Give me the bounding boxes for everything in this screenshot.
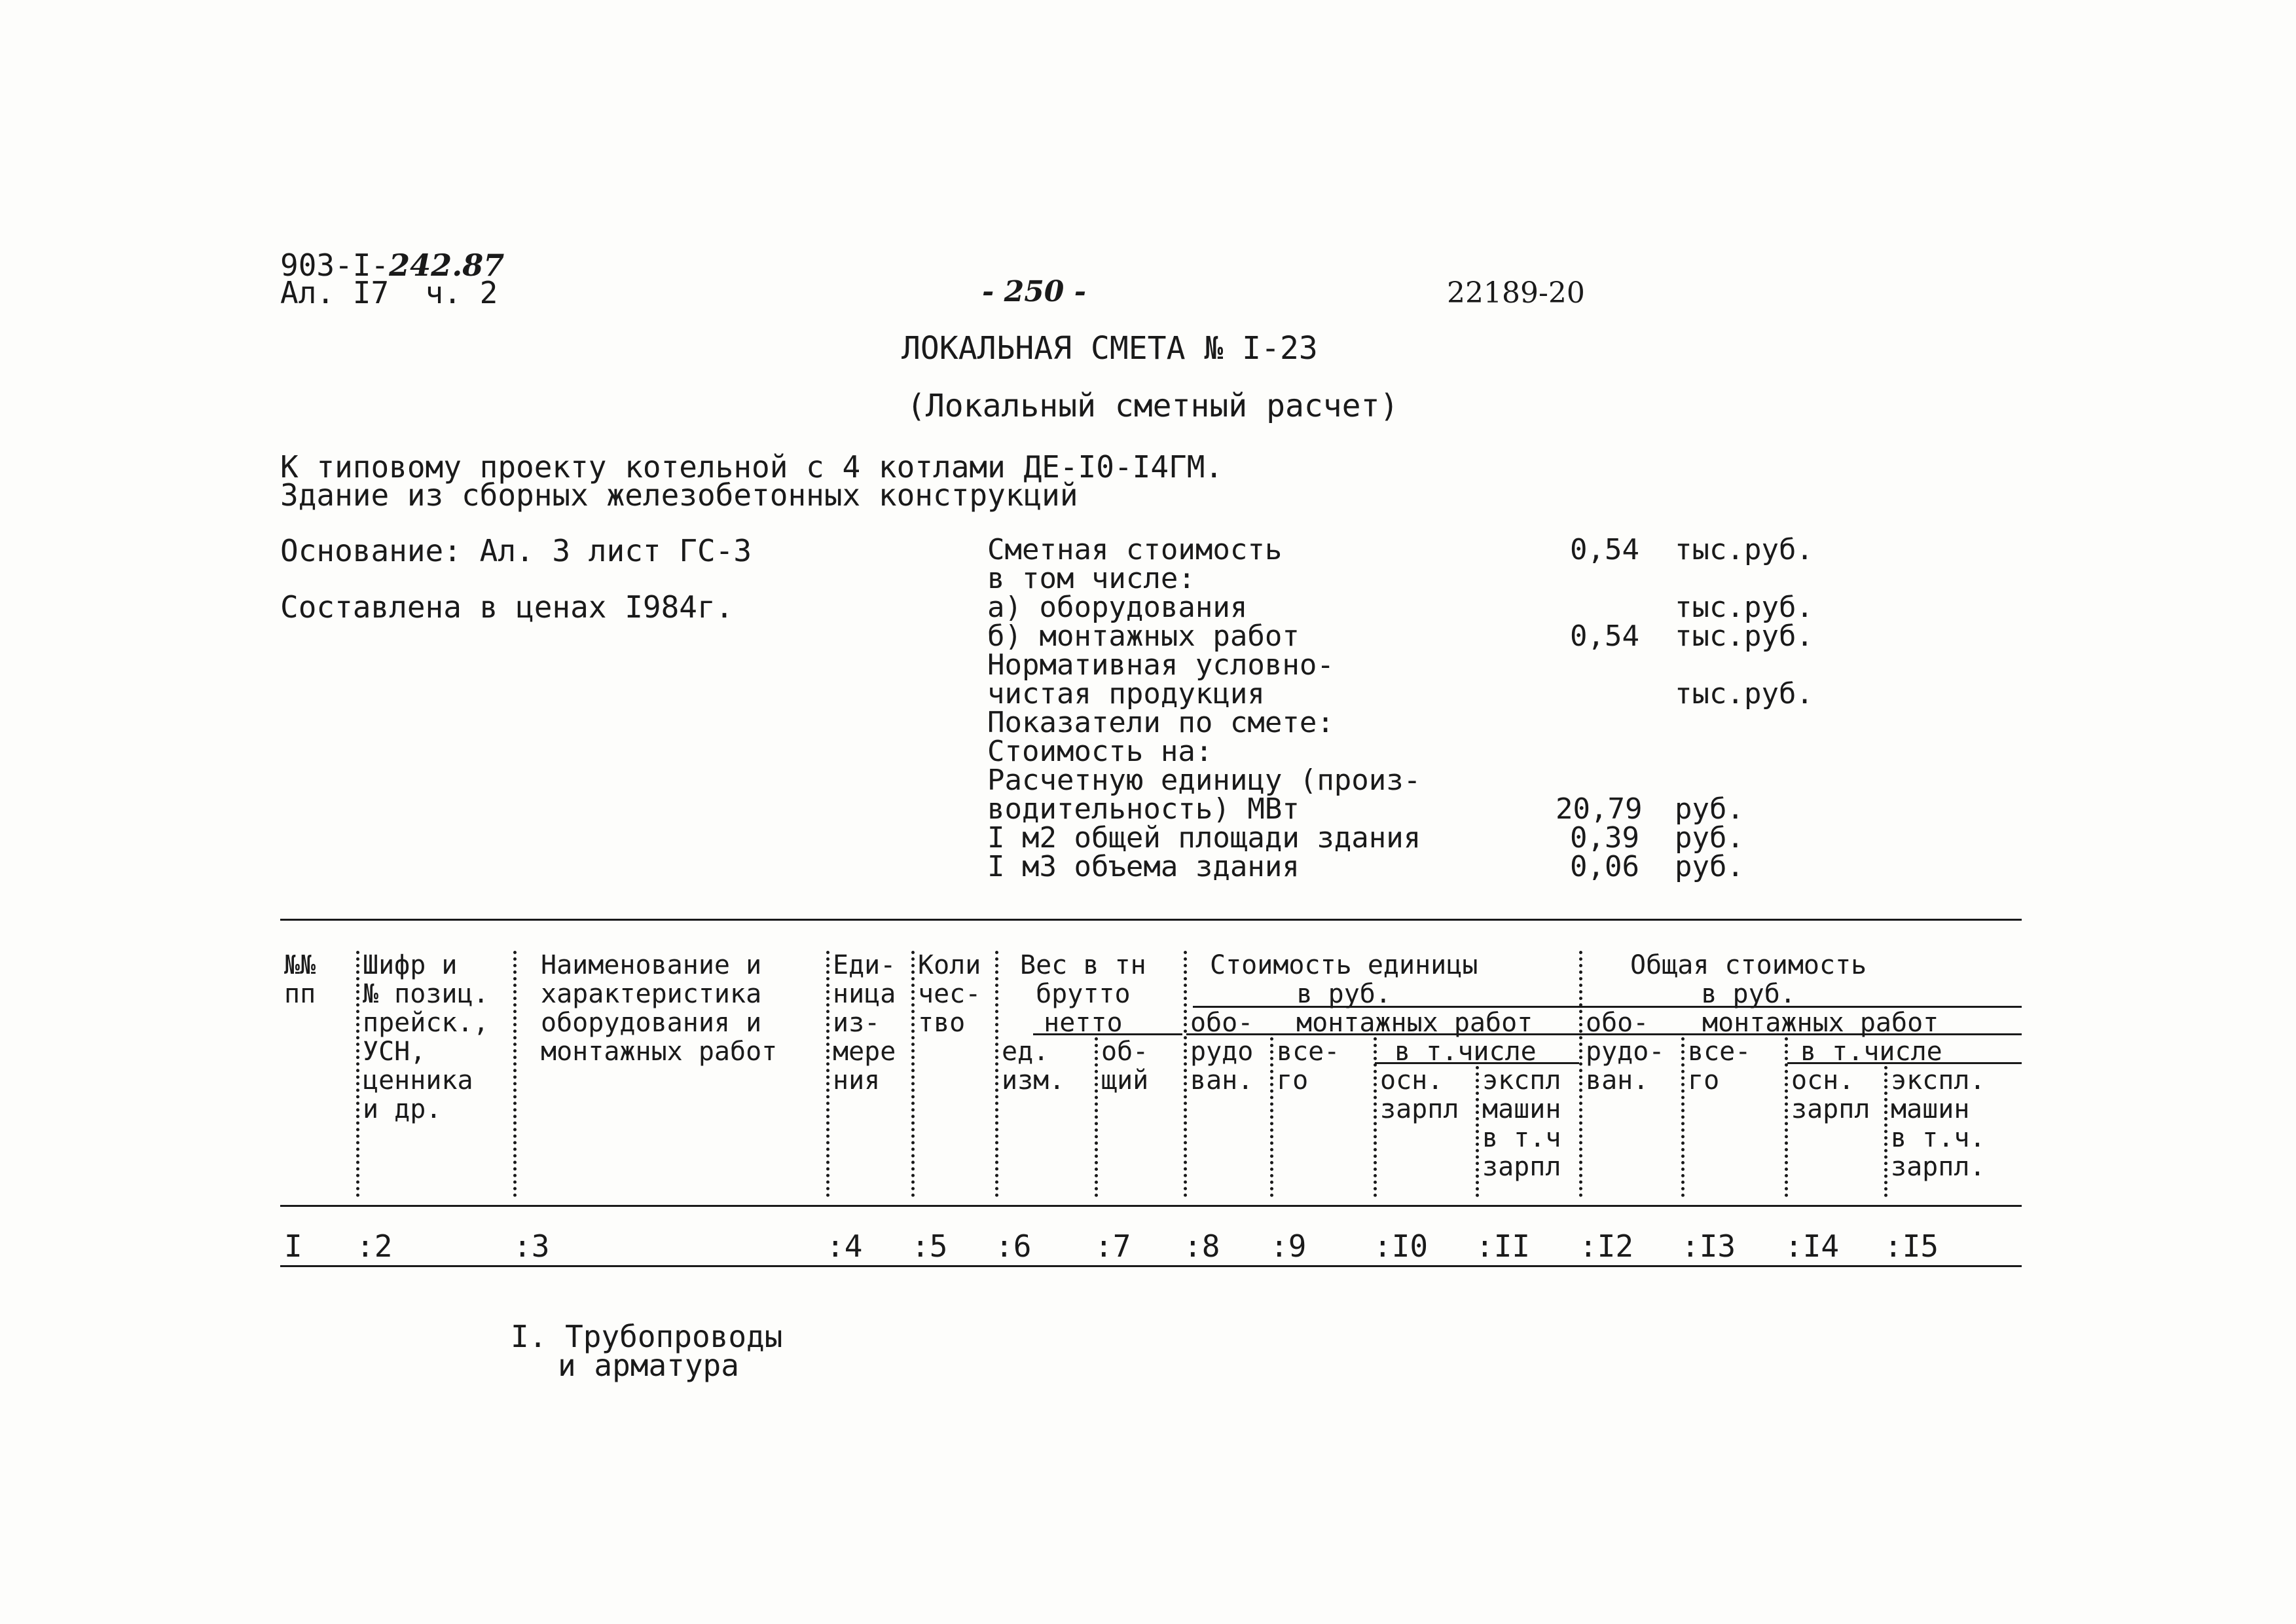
column-number: :I5 — [1884, 1228, 1939, 1264]
summary-label: а) оборудования — [987, 591, 1248, 624]
summary-unit: руб. — [1675, 821, 1744, 855]
doc-number: 22189-20 — [1447, 276, 1585, 310]
col-header-total-cost: Общая стоимость в руб. — [1630, 950, 1867, 1009]
column-separator — [1184, 951, 1187, 1197]
column-separator — [1681, 1037, 1685, 1197]
column-number: :6 — [995, 1228, 1032, 1264]
column-number: :4 — [826, 1228, 863, 1264]
summary-label: Показатели по смете: — [987, 706, 1334, 739]
summary-label: Сметная стоимость — [987, 533, 1283, 566]
project-line-2: Здание из сборных железобетонных конструкций — [280, 477, 1078, 513]
column-separator — [995, 951, 998, 1197]
column-number: :I3 — [1681, 1228, 1736, 1264]
col-header-1: №№ пп — [284, 950, 316, 1009]
column-number: :8 — [1184, 1228, 1220, 1264]
col-header-9: все- го — [1277, 1037, 1340, 1096]
summary-unit: тыс.руб. — [1675, 677, 1813, 710]
column-number: :3 — [513, 1228, 550, 1264]
column-separator — [1270, 1037, 1273, 1197]
project-line-1: К типовому проекту котельной с 4 котлами ДЕ-I0-I4ГМ. — [280, 449, 1224, 485]
col-header-incl-unit: в т.числе — [1394, 1037, 1537, 1067]
summary-value: 0,54 — [1570, 619, 1639, 653]
section-title: I. Трубопроводы — [511, 1319, 783, 1354]
column-number: :2 — [356, 1228, 393, 1264]
column-separator — [826, 951, 829, 1197]
summary-label: Нормативная условно- — [987, 648, 1334, 682]
column-number: :I2 — [1579, 1228, 1634, 1264]
column-separator — [513, 951, 517, 1197]
col-header-incl-total: в т.числе — [1800, 1037, 1942, 1067]
summary-label: I м3 объема здания — [987, 850, 1300, 883]
numbers-bottom-rule — [280, 1265, 2022, 1267]
summary-value: 0,06 — [1570, 850, 1639, 883]
col-header-10: осн. зарпл — [1380, 1065, 1459, 1124]
column-number: :II — [1476, 1228, 1531, 1264]
summary-unit: тыс.руб. — [1675, 533, 1813, 566]
summary-value: 20,79 — [1556, 792, 1643, 826]
column-number: :7 — [1095, 1228, 1131, 1264]
col-header-11: экспл машин в т.ч зарпл — [1482, 1065, 1561, 1182]
column-number: I — [284, 1228, 302, 1264]
summary-label: водительность) МВт — [987, 792, 1300, 826]
summary-label: в том числе: — [987, 562, 1195, 595]
col-header-2: Шифр и № позиц. прейск., УСН, ценника и др. — [363, 950, 489, 1124]
summary-unit: руб. — [1675, 850, 1744, 883]
col-header-unit-cost: Стоимость единицы в руб. — [1210, 950, 1478, 1009]
section-title-cont: и арматура — [558, 1348, 739, 1383]
column-separator — [1579, 951, 1582, 1197]
column-number: :I4 — [1785, 1228, 1840, 1264]
col-header-7: об- щий — [1101, 1037, 1149, 1096]
column-separator — [1476, 1066, 1479, 1197]
col-header-6: ед. изм. — [1002, 1037, 1065, 1096]
col-header-weight: Вес в тн брутто нетто — [1020, 950, 1146, 1038]
col-header-4: Еди- ница из- мере ния — [833, 950, 896, 1096]
column-number: :9 — [1270, 1228, 1307, 1264]
summary-label: б) монтажных работ — [987, 619, 1300, 653]
price-base: Составлена в ценах I984г. — [280, 589, 734, 625]
header-bottom-rule — [280, 1205, 2022, 1207]
column-number: :5 — [911, 1228, 948, 1264]
column-separator — [1374, 1037, 1377, 1197]
col-header-8: обо- рудо ван. — [1190, 1008, 1254, 1096]
col-header-13: все- го — [1688, 1037, 1751, 1096]
doc-code: 903-I-242.87 — [280, 248, 505, 283]
column-separator — [356, 951, 359, 1197]
col-header-3: Наименование и характеристика оборудования и монтажных работ — [541, 950, 778, 1067]
table-top-rule — [280, 919, 2022, 921]
album-part: Ал. I7 ч. 2 — [280, 275, 498, 310]
col-header-14: осн. зарпл — [1791, 1065, 1870, 1124]
page-title: ЛОКАЛЬНАЯ СМЕТА № I-23 — [902, 330, 1318, 367]
summary-unit: руб. — [1675, 792, 1744, 826]
summary-unit: тыс.руб. — [1675, 619, 1813, 653]
summary-label: I м2 общей площади здания — [987, 821, 1421, 855]
col-header-mont-unit: монтажных работ — [1296, 1008, 1533, 1038]
summary-value: 0,39 — [1570, 821, 1639, 855]
column-separator — [1095, 1037, 1098, 1197]
col-header-15: экспл. машин в т.ч. зарпл. — [1891, 1065, 1986, 1182]
column-separator — [1884, 1066, 1887, 1197]
summary-unit: тыс.руб. — [1675, 591, 1813, 624]
col-header-5: Коли чес- тво — [918, 950, 981, 1038]
column-separator — [1785, 1037, 1788, 1197]
handwritten-code: 242.87 — [389, 248, 505, 283]
col-header-mont-total: монтажных работ — [1702, 1008, 1939, 1038]
summary-label: Расчетную единицу (произ- — [987, 764, 1421, 797]
summary-label: чистая продукция — [987, 677, 1265, 710]
basis: Основание: Ал. 3 лист ГС-3 — [280, 533, 752, 568]
page-subtitle: (Локальный сметный расчет) — [907, 388, 1399, 424]
page-number: - 250 - — [982, 275, 1087, 308]
summary-label: Стоимость на: — [987, 735, 1213, 768]
column-number: :I0 — [1374, 1228, 1429, 1264]
summary-value: 0,54 — [1570, 533, 1639, 566]
column-separator — [911, 951, 915, 1197]
col-header-12: обо- рудо- ван. — [1586, 1008, 1665, 1096]
